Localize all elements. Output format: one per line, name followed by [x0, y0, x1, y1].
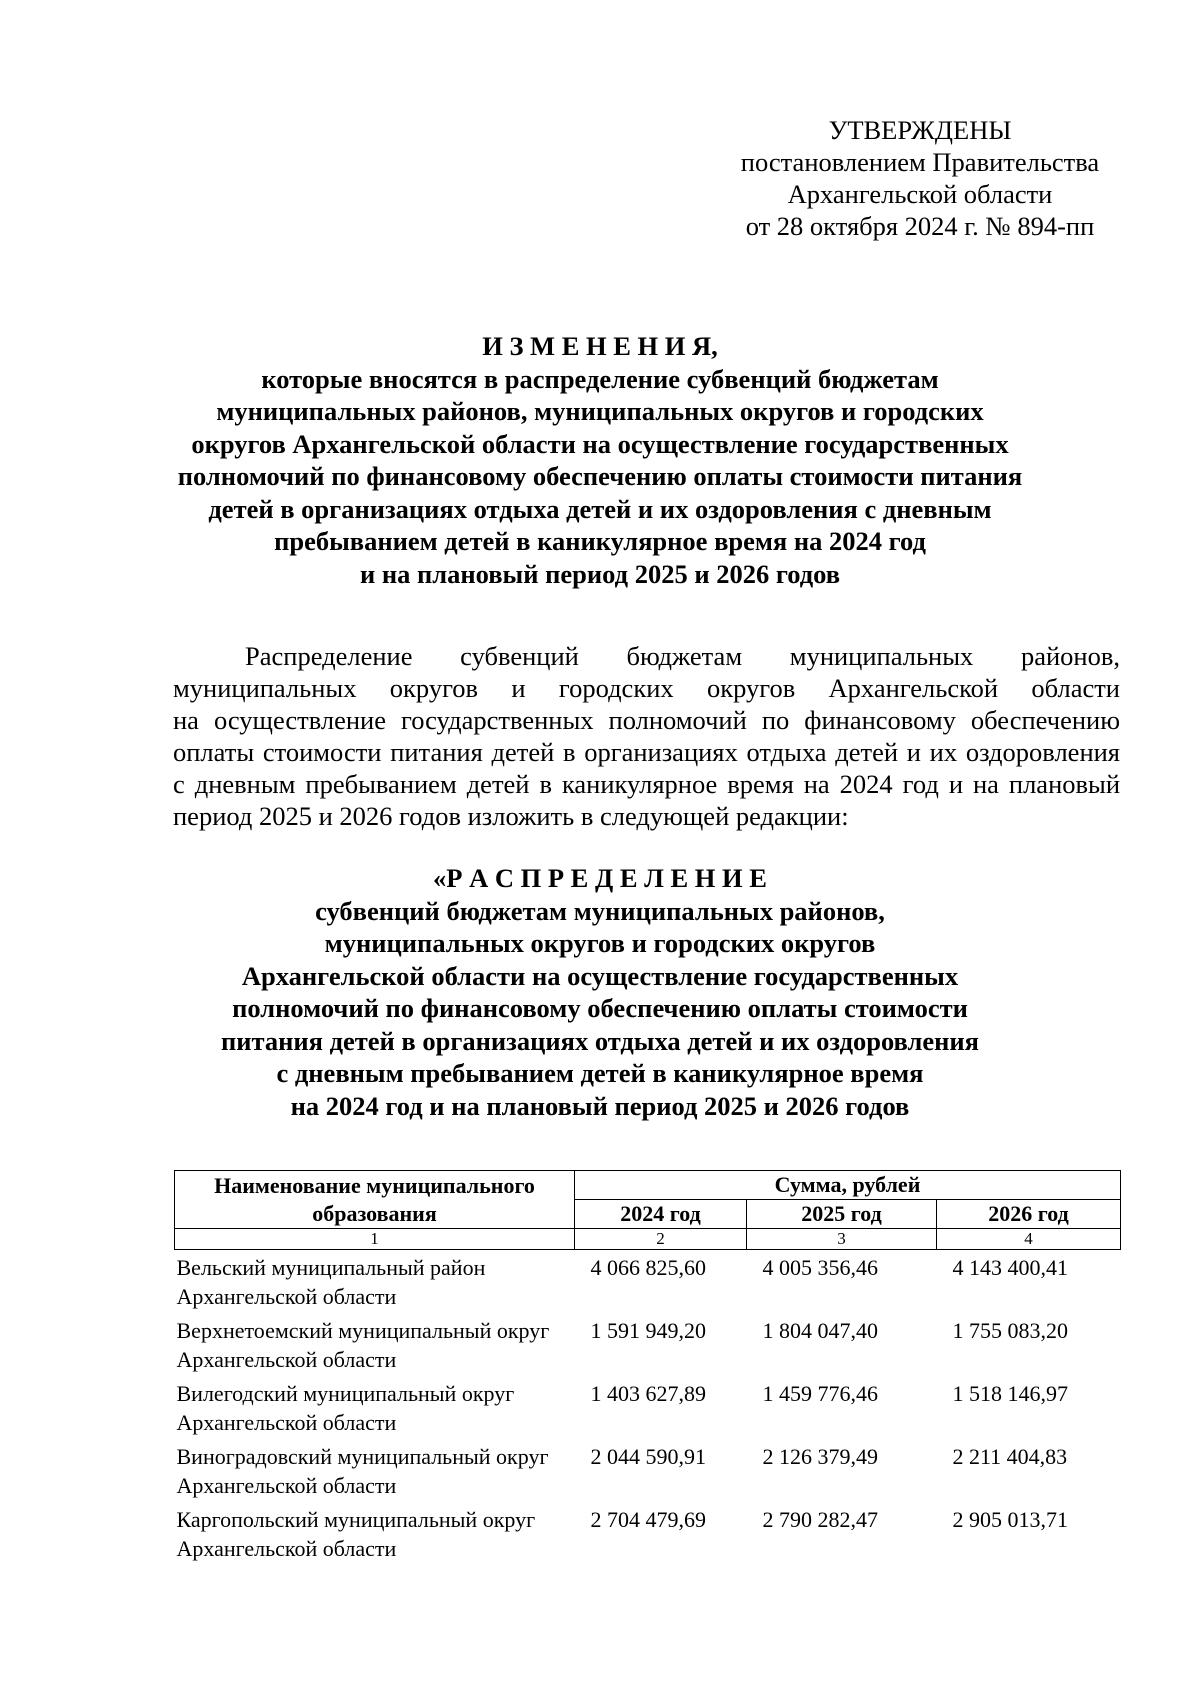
- amount-2024: 4 066 825,60: [590, 1255, 706, 1280]
- intro-line: на осуществление государственных полномочий по финансовому обеспечению: [173, 705, 1120, 735]
- table-row: [175, 1502, 1121, 1565]
- approval-stamp: [720, 114, 1120, 242]
- changes-title: [150, 330, 1050, 590]
- table-row: [175, 1313, 1121, 1376]
- distribution-title-line: муниципальных округов и городских округов: [324, 928, 876, 958]
- distribution-title: [150, 862, 1050, 1122]
- amount-2026: 1 518 146,97: [952, 1381, 1068, 1406]
- approval-line-decree: постановлением Правительства: [740, 147, 1100, 177]
- intro-paragraph: [173, 640, 1120, 832]
- changes-title-line: и на плановый период 2025 и 2026 годов: [359, 558, 841, 589]
- intro-line: Распределение субвенций бюджетам муниципальных районов,: [245, 641, 1120, 671]
- intro-line: с дневным пребыванием детей в каникулярное время на 2024 год и на плановый: [173, 769, 1120, 799]
- header-year-2025: 2025 год: [747, 1200, 937, 1229]
- changes-title-line: детей в организациях отдыха детей и их оздоровления с дневным: [208, 493, 992, 524]
- table-row: [175, 1376, 1121, 1439]
- amount-2024: 2 044 590,91: [590, 1444, 706, 1469]
- distribution-title-line: Архангельской области на осуществление государственных: [241, 960, 959, 991]
- amount-2026: 4 143 400,41: [952, 1255, 1068, 1280]
- amount-2025: 2 790 282,47: [762, 1507, 878, 1532]
- amount-2026: 2 905 013,71: [952, 1507, 1068, 1532]
- changes-title-line: муниципальных районов, муниципальных округов и городских: [216, 396, 984, 426]
- header-sum-rubles: Сумма, рублей: [575, 1171, 1121, 1200]
- column-number: 4: [937, 1229, 1121, 1250]
- changes-title-line: которые вносятся в распределение субвенций бюджетам: [261, 363, 939, 394]
- approval-line-region: Архангельской области: [787, 179, 1053, 209]
- amount-2024: 1 591 949,20: [590, 1318, 706, 1343]
- column-number: 3: [747, 1229, 937, 1250]
- amount-2026: 1 755 083,20: [952, 1318, 1068, 1343]
- amount-2024: 2 704 479,69: [590, 1507, 706, 1532]
- amount-2025: 2 126 379,49: [762, 1444, 878, 1469]
- changes-heading: И З М Е Н Е Н И Я,: [482, 331, 718, 361]
- table-row: [175, 1250, 1121, 1314]
- distribution-title-line: полномочий по финансовому обеспечению оплаты стоимости: [232, 993, 968, 1023]
- header-municipality-name: Наименование муниципального образования: [175, 1171, 575, 1229]
- distribution-title-line: субвенций бюджетам муниципальных районов,: [315, 895, 885, 926]
- distribution-title-line: питания детей в организациях отдыха детей и их оздоровления: [220, 1025, 980, 1056]
- municipality-name: Вилегодский муниципальный округ Архангельской области: [176, 1381, 515, 1435]
- amount-2026: 2 211 404,83: [952, 1444, 1068, 1469]
- distribution-table: [174, 1170, 1121, 1565]
- column-number: 1: [175, 1229, 575, 1250]
- municipality-name: Виноградовский муниципальный округ Архангельской области: [176, 1444, 549, 1498]
- approval-line-approved: УТВЕРЖДЕНЫ: [828, 115, 1012, 145]
- distribution-heading: «Р А С П Р Е Д Е Л Е Н И Е: [433, 863, 767, 893]
- municipality-name: Каргопольский муниципальный округ Архангельской области: [176, 1507, 536, 1561]
- header-year-2024: 2024 год: [575, 1200, 747, 1229]
- changes-title-line: полномочий по финансовому обеспечению оплаты стоимости питания: [177, 461, 1023, 491]
- changes-title-line: округов Архангельской области на осуществление государственных: [191, 428, 1009, 459]
- intro-line: муниципальных округов и городских округов Архангельской области: [173, 673, 1120, 703]
- distribution-title-line: с дневным пребыванием детей в каникулярное время: [276, 1058, 924, 1088]
- amount-2024: 1 403 627,89: [590, 1381, 706, 1406]
- header-year-2026: 2026 год: [937, 1200, 1121, 1229]
- changes-title-line: пребыванием детей в каникулярное время на 2024 год: [274, 526, 926, 556]
- amount-2025: 1 804 047,40: [762, 1318, 878, 1343]
- distribution-title-line: на 2024 год и на плановый период 2025 и 2026 годов: [290, 1090, 910, 1121]
- intro-line: период 2025 и 2026 годов изложить в следующей редакции:: [173, 801, 849, 831]
- municipality-name: Вельский муниципальный район Архангельской области: [176, 1255, 486, 1309]
- municipality-name: Верхнетоемский муниципальный округ Архангельской области: [176, 1318, 550, 1372]
- approval-line-date: от 28 октября 2024 г. № 894-пп: [745, 211, 1095, 241]
- column-number: 2: [575, 1229, 747, 1250]
- amount-2025: 1 459 776,46: [762, 1381, 878, 1406]
- amount-2025: 4 005 356,46: [762, 1255, 878, 1280]
- intro-line: оплаты стоимости питания детей в организациях отдыха детей и их оздоровления: [173, 737, 1120, 767]
- table-row: [175, 1439, 1121, 1502]
